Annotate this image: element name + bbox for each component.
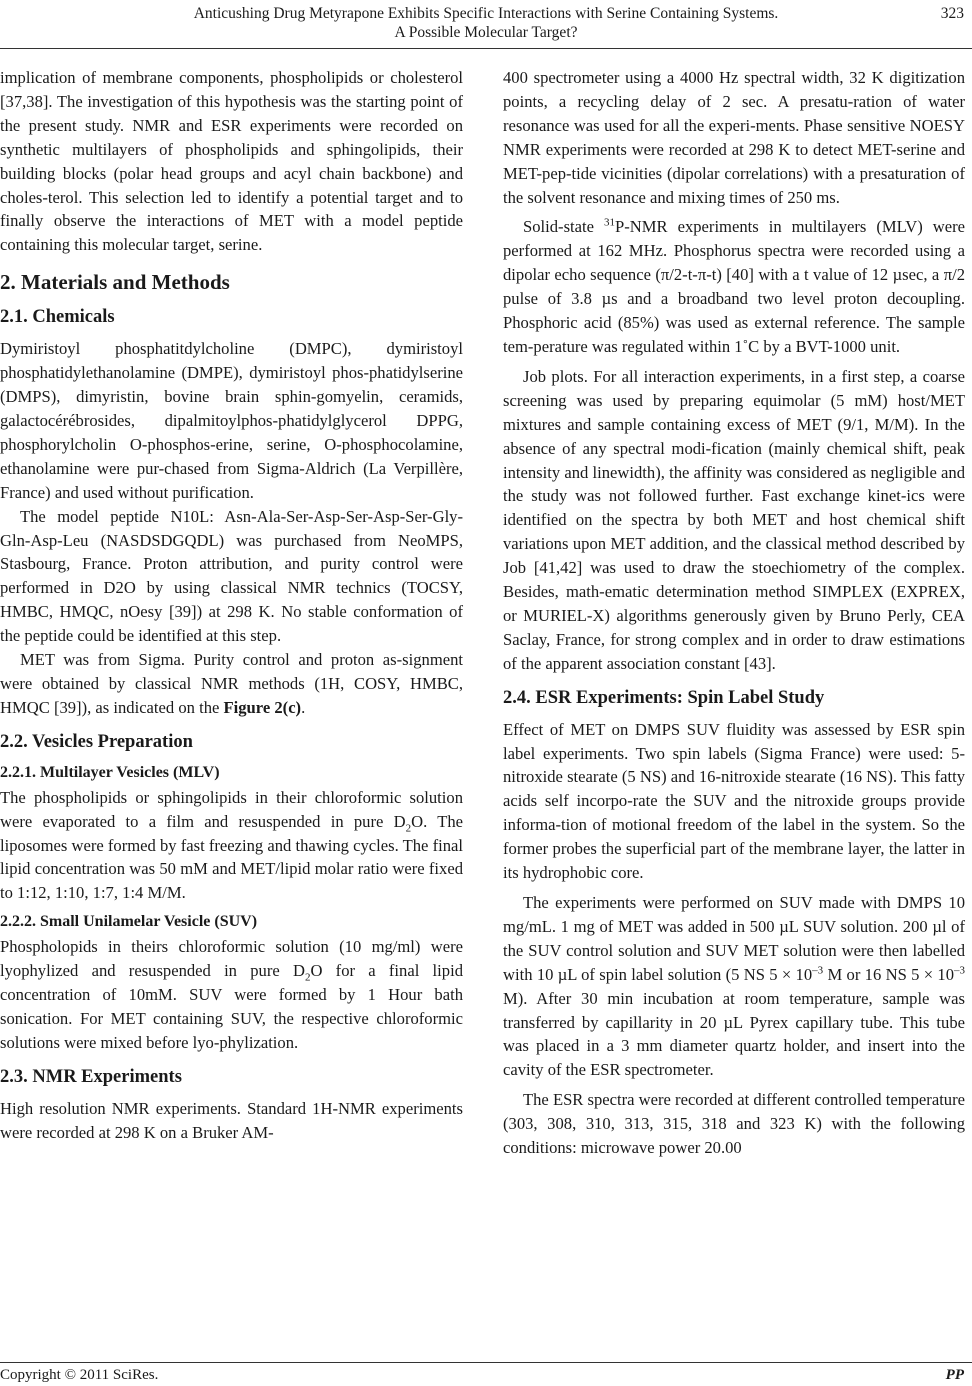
subsection-heading-chemicals: 2.1. Chemicals xyxy=(0,307,115,328)
esr-text: The experiments were performed on SUV made with DMPS 10 mg/mL. 1 mg of MET was added in 500 µL SUV solution. 200 µl of the SUV control solution and SUV MET solution were then labelled with 10 µL of spin label solution (5 NS 5 × 10 xyxy=(503,893,965,984)
job-plots-paragraph: Job plots. For all interaction experiments, in a first step, a coarse screening was used by preparing equimolar (5 mM) host/MET mixtures and sample containing excess of MET (9/1, M/M). In the absence of any spectral modi-fication (mainly chemical shift, peak intensity and linewidth), the affinity was considered as negligible and the study was not followed further. Fast exchange kinet-ics were identified on the spectra by both MET and host chemical shift variations upon MET addition, and the classical method described by Job [41,42] was used to draw the stoechiometry of the complex. Besides, math-ematic determination method SIMPLEX (EXPREX, or MURIEL-X) algorithms generously given by Bruno Perly, CEA Saclay, France, for strong complex and in order to draw estimations of the apparent association constant [43]. xyxy=(503,366,965,673)
mlv-paragraph xyxy=(0,786,463,906)
met-text: MET was from Sigma. Purity control and proton as-signment were obtained by classical NMR methods (1H, COSY, HMBC, HMQC [39]), as indicated on the xyxy=(0,650,463,717)
journal-abbreviation: PP xyxy=(945,1367,964,1383)
figure-reference[interactable]: Figure 2(c) xyxy=(223,697,302,717)
solid-state-text-end: P-NMR experiments in multilayers (MLV) were performed at 162 MHz. Phosphorus spectra were recorded using a dipolar echo sequence (π/2-t-π-t) [40] with a t value of 12 µsec, a π/2 pulse of 3.8 µs and a broadband two level proton decoupling. Phosphoric acid (85%) was used as external reference. The sample tem-perature was regulated within 1˚C by a BVT-1000 unit. xyxy=(503,217,965,356)
esr-text-mid: M or 16 NS 5 × 10 xyxy=(823,964,955,984)
right-column xyxy=(503,66,965,1160)
suv-text: Phospholopids in theirs chloroformic solution (10 mg/ml) were lyophylized and resuspended in pure D xyxy=(0,937,463,981)
solid-state-paragraph xyxy=(503,215,965,358)
running-title: Anticushing Drug Metyrapone Exhibits Specific Interactions with Serine Containing Systems. xyxy=(193,5,779,22)
isotope-superscript: 31 xyxy=(604,216,616,229)
peptide-paragraph: The model peptide N10L: Asn-Ala-Ser-Asp-Ser-Asp-Ser-Gly-Gln-Asp-Leu (NASDSDGQDL) was purchased from NeoMPS, Stasbourg, France. Proton attribution, and purity control were performed in D2O by using classical NMR technics (TOCSY, HMBC, HMQC, nOesy [39]) at 298 K. No stable conformation of the peptide could be identified at this step. xyxy=(0,506,463,646)
esr-paragraph-2 xyxy=(503,891,965,1082)
esr-paragraph-1: Effect of MET on DMPS SUV fluidity was assessed by ESR spin label experiments. Two spin labels (Sigma France) were used: 5-nitroxide stearate (5 NS) and 16-nitroxide stearate (16 NS). This fatty acids self incorpo-rate the SUV and the nitroxide groups provide informa-tion of motional freedom of the label in the system. So the former probes the superficial part of the membrane layer, the latter in its hydrophobic core. xyxy=(503,719,965,883)
running-subtitle: A Possible Molecular Target? xyxy=(394,24,578,41)
suv-text-end: O for a final lipid concentration of 10mM. SUV were formed by 1 Hour bath sonication. For MET containing SUV, the respective chloroformic solutions were mixed before lyo-phylization. xyxy=(0,961,463,1052)
solid-state-text: Solid-state xyxy=(523,217,605,237)
nmr-continued-paragraph: 400 spectrometer using a 4000 Hz spectral width, 32 K digitization points, a recycling delay of 2 sec. A presatu-ration of water resonance was used for all the experi-ments. Phase sensitive NOESY NMR experiments were recorded at 298 K to detect MET-serine and MET-pep-tide vicinities (dipolar correlations) with a presaturation of the solvent resonance and mixing times of 250 ms. xyxy=(503,68,965,207)
chemicals-paragraph: Dymiristoyl phosphatitdylcholine (DMPC), dymiristoyl phosphatidylethanolamine (DMPE), dymiristoyl phos-phatidylserine (DMPS), dimyristin, bovine brain sphin-gomyelin, ceramids, galactocérébrosides, dipalmitoylphos-phatidylglycerol DPPG, phosphorylcholin O-phosphos-erine, serine, O-phosphocolamine, ethanolamine were pur-chased from Sigma-Aldrich (La Verpillère, France) and used without purification. xyxy=(0,339,463,502)
nmr-paragraph: High resolution NMR experiments. Standard 1H-NMR experiments were recorded at 298 K on a Bruker AM- xyxy=(0,1098,463,1142)
footer-divider xyxy=(0,1362,972,1363)
met-paragraph xyxy=(0,648,463,720)
esr-paragraph-3: The ESR spectra were recorded at different controlled temperature (303, 308, 310, 313, 315, 318 and 323 K) with the following conditions: microwave power 20.00 xyxy=(503,1090,965,1158)
subsubsection-heading-suv: 2.2.2. Small Unilamelar Vesicle (SUV) xyxy=(0,913,258,931)
section-heading-methods: 2. Materials and Methods xyxy=(0,270,230,295)
exponent-superscript: –3 xyxy=(954,964,966,977)
copyright-notice: Copyright © 2011 SciRes. xyxy=(0,1367,159,1383)
left-column xyxy=(0,66,463,1145)
suv-subscript: 2 xyxy=(304,971,311,984)
exponent-superscript: –3 xyxy=(812,964,824,977)
suv-paragraph xyxy=(0,935,463,1055)
page-header xyxy=(0,0,972,60)
subsubsection-heading-mlv: 2.2.1. Multilayer Vesicles (MLV) xyxy=(0,763,220,781)
subsection-heading-esr: 2.4. ESR Experiments: Spin Label Study xyxy=(503,687,825,708)
page-number: 323 xyxy=(940,5,964,22)
intro-paragraph: implication of membrane components, phospholipids or cholesterol [37,38]. The investigation of this hypothesis was the starting point of the present study. NMR and ESR experiments were recorded on synthetic multilayers of phospholipids and sphingolipids, their building blocks (polar head groups and acyl chain backbone) and choles-terol. This selection led to identify a potential target and to finally observe the interactions of MET with a model peptide containing this molecular target, serine. xyxy=(0,68,463,255)
mlv-subscript: 2 xyxy=(405,821,412,834)
header-divider xyxy=(0,48,972,49)
mlv-text: The phospholipids or sphingolipids in their chloroformic solution were evaporated to a film and resuspended in pure D xyxy=(0,787,463,831)
subsection-heading-nmr: 2.3. NMR Experiments xyxy=(0,1066,182,1087)
subsection-heading-vesicles: 2.2. Vesicles Preparation xyxy=(0,731,193,752)
met-text-end: . xyxy=(301,697,306,717)
mlv-text-end: O. The liposomes were formed by fast freezing and thawing cycles. The final lipid concentration was 50 mM and MET/lipid molar ratio were fixed to 1:12, 1:10, 1:7, 1:4 M/M. xyxy=(0,811,464,903)
esr-text-end: M). After 30 min incubation at room temperature, sample was transferred by capillarity in 20 µL Pyrex capillary tube. This tube was placed in a 3 mm diameter quartz holder, and insert into the cavity of the ESR spectrometer. xyxy=(503,988,965,1080)
